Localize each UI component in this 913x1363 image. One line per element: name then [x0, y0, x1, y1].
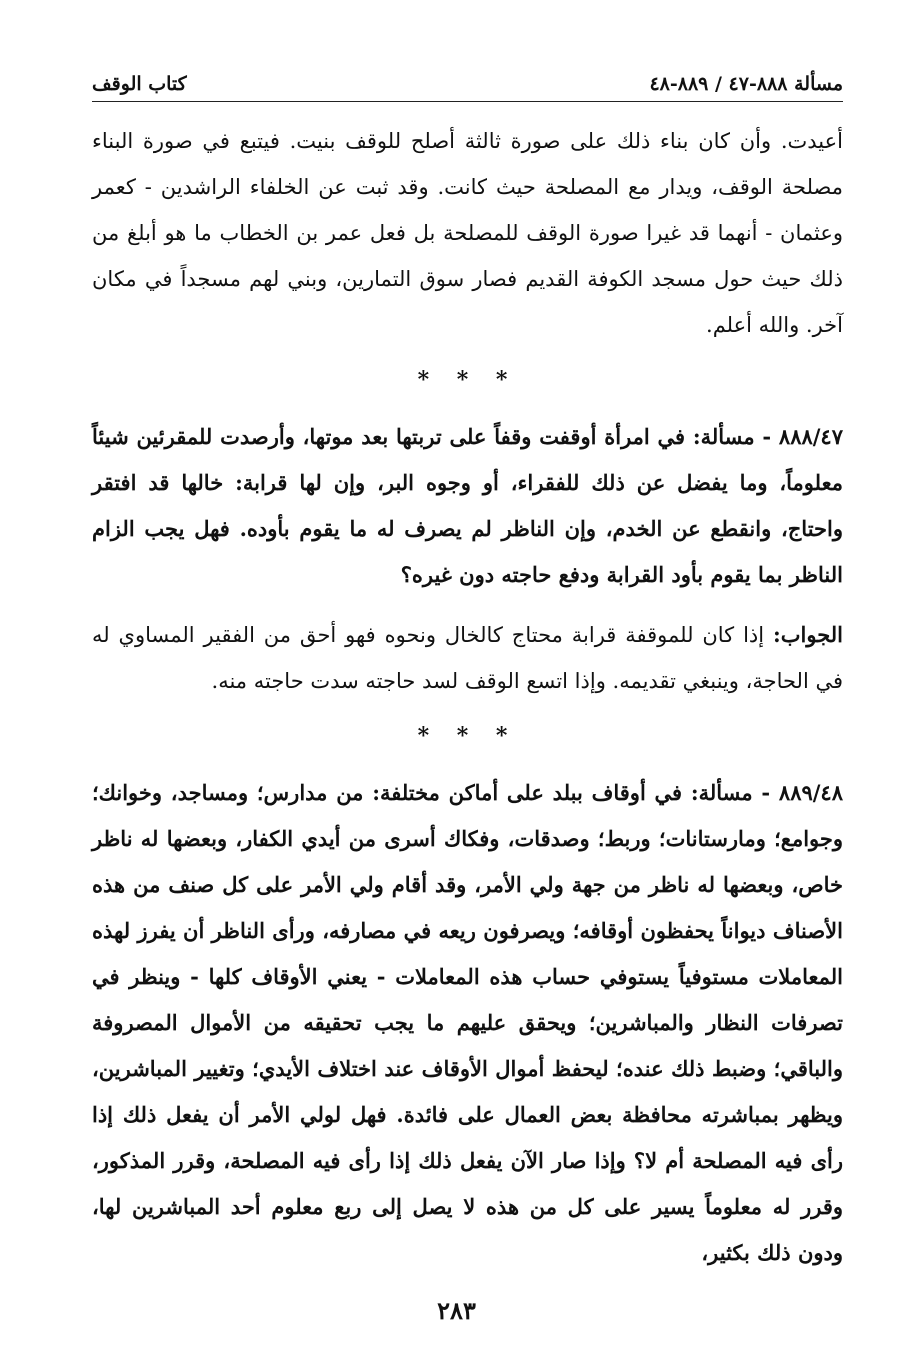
question-47-text: في امرأة أوقفت وقفاً على تربتها بعد موتها، وأرصدت للمقرئين شيئاً معلوماً، وما يفضل عن ذلك للفقراء، أو وجوه البر، وإن لها قرابة: خالها قد افتقر واحتاج، وانقطع عن الخدم، وإن الناظر لم يصرف له ما يقوم بأوده. فهل يجب الزام الناظر بما يقوم بأود القرابة ودفع حاجته دون غيره؟	[92, 424, 843, 587]
header-book-title: كتاب الوقف	[92, 73, 187, 95]
answer-47-paragraph	[92, 612, 843, 704]
page-number: ٢٨٣	[437, 1296, 476, 1325]
question-47-number: ٨٨٨/٤٧ - مسألة:	[692, 424, 843, 449]
answer-47-label: الجواب:	[772, 622, 843, 647]
question-48-number: ٨٨٩/٤٨ - مسألة:	[690, 780, 843, 805]
section-separator-2: * * *	[417, 723, 518, 749]
continued-answer-paragraph: أعيدت. وأن كان بناء ذلك على صورة ثالثة أصلح للوقف بنيت. فيتبع في صورة البناء مصلحة الوقف، ويدار مع المصلحة حيث كانت. وقد ثبت عن الخلفاء الراشدين - كعمر وعثمان - أنهما قد غيرا صورة الوقف للمصلحة بل فعل عمر بن الخطاب ما هو أبلغ من ذلك حيث حول مسجد الكوفة القديم فصار سوق التمارين، وبني لهم مسجداً في مكان آخر. والله أعلم.	[92, 129, 843, 337]
question-48-text: في أوقاف ببلد على أماكن مختلفة: من مدارس؛ ومساجد، وخوانك؛ وجوامع؛ ومارستانات؛ وربط؛ وصدقات، وفكاك أسرى من أيدي الكفار، وبعضها له ناظر خاص، وبعضها له ناظر من جهة ولي الأمر، وقد أقام ولي الأمر على كل صنف من هذه الأصناف ديواناً يحفظون أوقافه؛ ويصرفون ريعه في مصارفه، ورأى الناظر أن يفرز لهذه المعاملات مستوفياً يستوفي حساب هذه المعاملات - يعني الأوقاف كلها - وينظر في تصرفات النظار والمباشرين؛ ويحقق عليهم ما يجب تحقيقه من الأموال المصروفة والباقي؛ وضبط ذلك عنده؛ ليحفظ أموال الأوقاف عند اختلاف الأيدي؛ وتغيير المباشرين، ويظهر بمباشرته محافظة بعض العمال على فائدة. فهل لولي الأمر أن يفعل ذلك إذا رأى فيه المصلحة أم لا؟ وإذا صار الآن يفعل ذلك إذا رأى فيه المصلحة، وقرر المذكور، وقرر له معلوماً يسير على كل من هذه لا يصل إلى ربع معلوم أحد المباشرين لها، ودون ذلك بكثير،	[92, 780, 843, 1265]
running-header	[92, 62, 843, 102]
page-body	[92, 118, 843, 1276]
answer-47-text: إذا كان للموقفة قرابة محتاج كالخال ونحوه فهو أحق من الفقير المساوي له في الحاجة، وينبغي تقديمه. وإذا اتسع الوقف لسد حاجته سدت حاجته منه.	[92, 623, 843, 693]
question-47-paragraph	[92, 414, 843, 598]
section-separator: * * *	[417, 367, 518, 393]
header-issue-reference: مسألة ٨٨٨-٤٧ / ٨٨٩-٤٨	[649, 73, 843, 95]
question-48-paragraph	[92, 770, 843, 1276]
spacer	[92, 598, 843, 612]
